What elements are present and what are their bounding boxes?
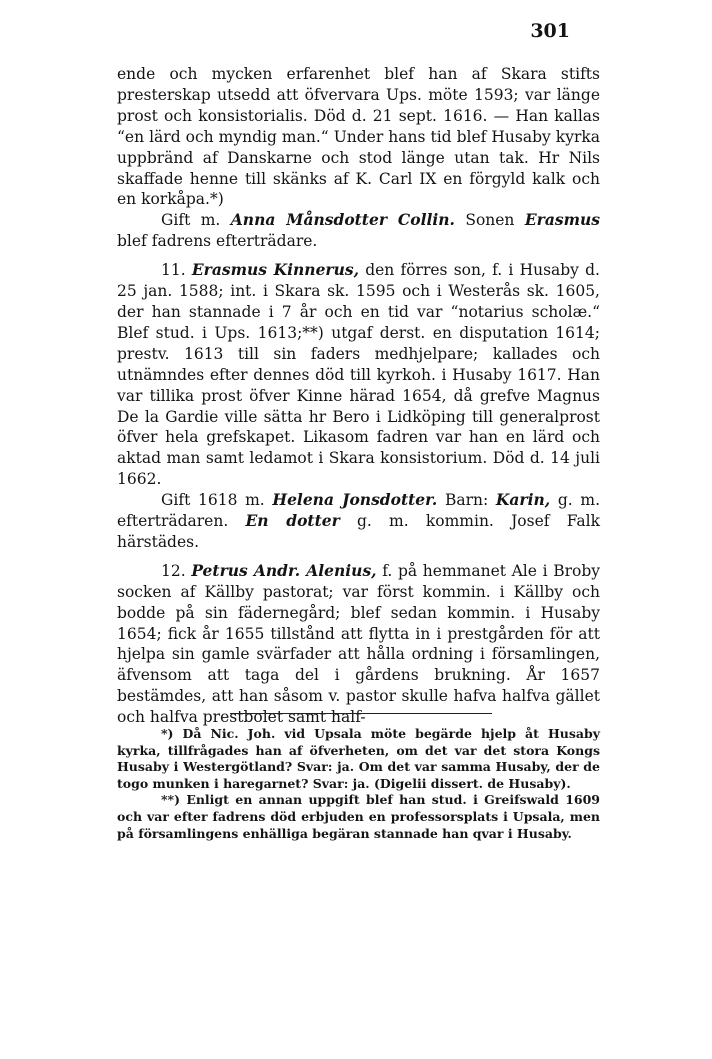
text-segment: den förres son, f. i Husaby d. 25 jan. 1588; int. i Skara sk. 1595 och i Westerås sk. 1605, der han stannade i 7 år och en tid var “notarius scholæ.“ Blef stud. i Ups. 1613;**) utgaf derst. en disputation 1614; prestv. 1613 till sin faders medhjelpare; kallades och utnämndes efter dennes död till kyrkoh. i Husaby 1617. Han var tillika prost öfver Kinne härad 1654, då grefve Magnus De la Gardie ville sätta hr Bero i Lidköping till generalprost öfver hela grefskapet. Likasom fadren var han en lärd och aktad man samt ledamot i Skara konsistorium. Död d. 14 juli 1662.: [117, 261, 600, 489]
text-segment: Gift m.: [161, 211, 231, 230]
name-segment: En dotter: [245, 511, 340, 531]
text-segment: Gift 1618 m.: [161, 491, 273, 510]
name-segment: Helena Jonsdotter.: [272, 490, 438, 510]
text-segment: f. på hemmanet Ale i Broby socken af Källby pastorat; var först kommin. i Källby och bodde på sin fädernegård; blef sedan kommin. i Husaby 1654; fick år 1655 tillstånd att flytta in i prestgården för att hjelpa sin gamle svärfader att hålla ordning i församlingen, äfvensom att taga del i gårdens brukning. År 1657 bestämdes, att han såsom v. pastor skulle hafva halfva gället och halfva prestbolet samt half-: [117, 561, 601, 727]
footnote: *) Då Nic. Joh. vid Upsala möte begärde hjelp åt Husaby kyrka, tillfrågades han af öfverheten, om det var det stora Kongs Husaby i Westergötland? Svar: ja. Om det var samma Husaby, der de togo munken i haregarnet? Svar: ja. (Digelii dissert. de Husaby).: [117, 726, 600, 791]
text-segment: ende och mycken erfarenhet blef han af Skara stifts presterskap utsedd att öfvervara Ups. möte 1593; var länge prost och konsistorialis. Död d. 21 sept. 1616. — Han kallas “en lärd och myndig man.“ Under hans tid blef Husaby kyrka uppbränd af Danskarne och stod länge utan tak. Hr Nils skaffade henne till skänks af K. Carl IX en förgyld kalk och en korkåpa.*): [117, 65, 600, 209]
text-segment: 12.: [161, 561, 192, 580]
name-segment: Petrus Andr. Alenius,: [191, 560, 377, 580]
paragraph: [117, 210, 600, 252]
text-segment: Barn:: [437, 491, 496, 510]
text-segment: 11.: [161, 261, 192, 280]
footnote: **) Enligt en annan uppgift blef han stud. i Greifswald 1609 och var efter fadrens död erbjuden en professorsplats i Upsala, men på församlingens enhälliga begäran stannade han qvar i Husaby.: [117, 792, 600, 841]
footnote-divider: [230, 713, 492, 714]
paragraph: [117, 260, 600, 490]
text-segment: blef fadrens efterträdare.: [117, 232, 318, 251]
paragraph: [117, 561, 600, 728]
paragraph: [117, 64, 600, 210]
footnotes: [117, 726, 600, 842]
text-segment: Sonen: [454, 211, 525, 230]
name-segment: Erasmus Kinnerus,: [191, 260, 359, 280]
text-segment: g. m. efterträdaren.: [117, 491, 600, 531]
name-segment: Erasmus: [524, 210, 600, 230]
body-text: [117, 64, 600, 728]
name-segment: Anna Månsdotter Collin.: [230, 210, 455, 230]
paragraph: [117, 490, 600, 553]
name-segment: Karin,: [495, 490, 551, 510]
page-number: 301: [530, 20, 570, 42]
text-segment: g. m. kommin. Josef Falk härstädes.: [117, 512, 600, 551]
